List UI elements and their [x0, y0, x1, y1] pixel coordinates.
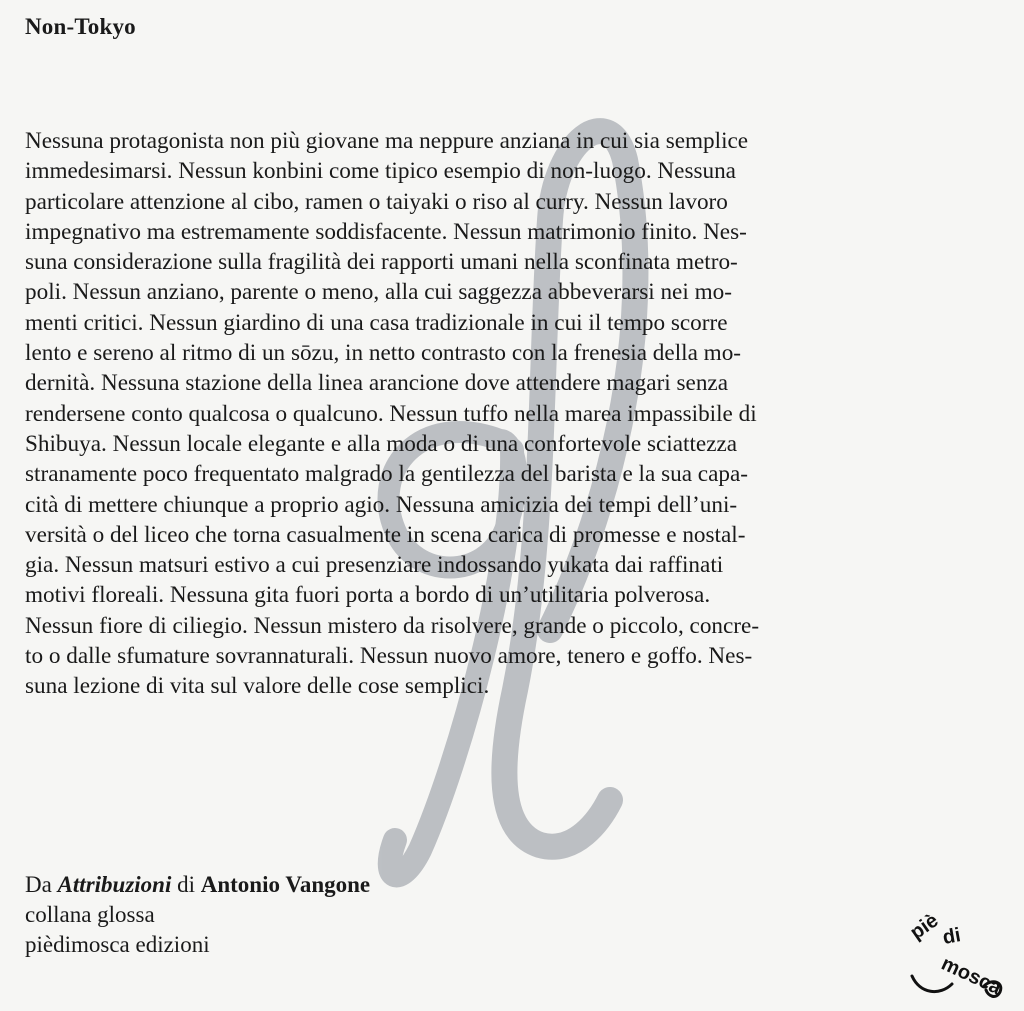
publisher-name: pièdimosca edizioni [25, 932, 210, 957]
text-line: lento e sereno al ritmo di un sōzu, in netto contrasto con la frenesia della mo- [25, 340, 742, 367]
piedimosca-logo-icon [900, 906, 1010, 1006]
text-line: impegnativo ma estremamente soddisfacente. Nessun matrimonio finito. Nes- [25, 218, 747, 245]
text-line: Nessuna protagonista non più giovane ma neppure anziana in cui sia semplice [25, 128, 749, 154]
logo-line-2: di [941, 924, 963, 949]
text-line: versità o del liceo che torna casualmente in scena carica di promesse e nostal- [25, 521, 746, 548]
author-name: Antonio Vangone [200, 872, 371, 897]
credits [25, 870, 370, 960]
text-line: dernità. Nessuna stazione della linea arancione dove attendere magari senza [25, 370, 729, 397]
text-line: menti critici. Nessun giardino di una casa tradizionale in cui il tempo scorre [25, 309, 728, 336]
page-title: Non-Tokyo [25, 14, 136, 39]
source-by: di [171, 872, 201, 897]
text-line: suna lezione di vita sul valore delle cose semplici. [25, 673, 490, 700]
text-line: Nessun fiore di ciliegio. Nessun mistero da risolvere, grande o piccolo, concre- [25, 612, 760, 639]
text-line: immedesimarsi. Nessun konbini come tipico esempio di non-luogo. Nessuna [25, 158, 736, 185]
text-line: to o dalle sfumature sovrannaturali. Nessun nuovo amore, tenero e goffo. Nes- [25, 643, 753, 670]
book-title: Attribuzioni [57, 872, 172, 897]
text-line: stranamente poco frequentato malgrado la gentilezza del barista e la sua capa- [25, 461, 748, 488]
text-line: rendersene conto qualcosa o qualcuno. Nessun tuffo nella marea impassibile di [25, 400, 757, 427]
source-line [25, 870, 370, 900]
text-line: poli. Nessun anziano, parente o meno, alla cui saggezza abbeverarsi nei mo- [25, 279, 732, 306]
logo-line-3: mosca [937, 952, 1005, 1000]
text-line: particolare attenzione al cibo, ramen o taiyaki o riso al curry. Nessun lavoro [25, 188, 728, 215]
series-name: collana glossa [25, 902, 155, 927]
text-line: motivi floreali. Nessuna gita fuori porta a bordo di un’utilitaria polverosa. [25, 582, 711, 609]
source-prefix: Da [25, 872, 58, 897]
logo-line-1: piè [906, 909, 943, 945]
text-line: Shibuya. Nessun locale elegante e alla moda o di una confortevole sciattezza [25, 430, 738, 457]
text-line: cità di mettere chiunque a proprio agio. Nessuna amicizia dei tempi dell’uni- [25, 491, 738, 518]
body-text [25, 126, 1000, 702]
text-line: gia. Nessun matsuri estivo a cui presenziare indossando yukata dai raffinati [25, 552, 724, 579]
text-line: suna considerazione sulla fragilità dei rapporti umani nella sconfinata metro- [25, 249, 738, 276]
